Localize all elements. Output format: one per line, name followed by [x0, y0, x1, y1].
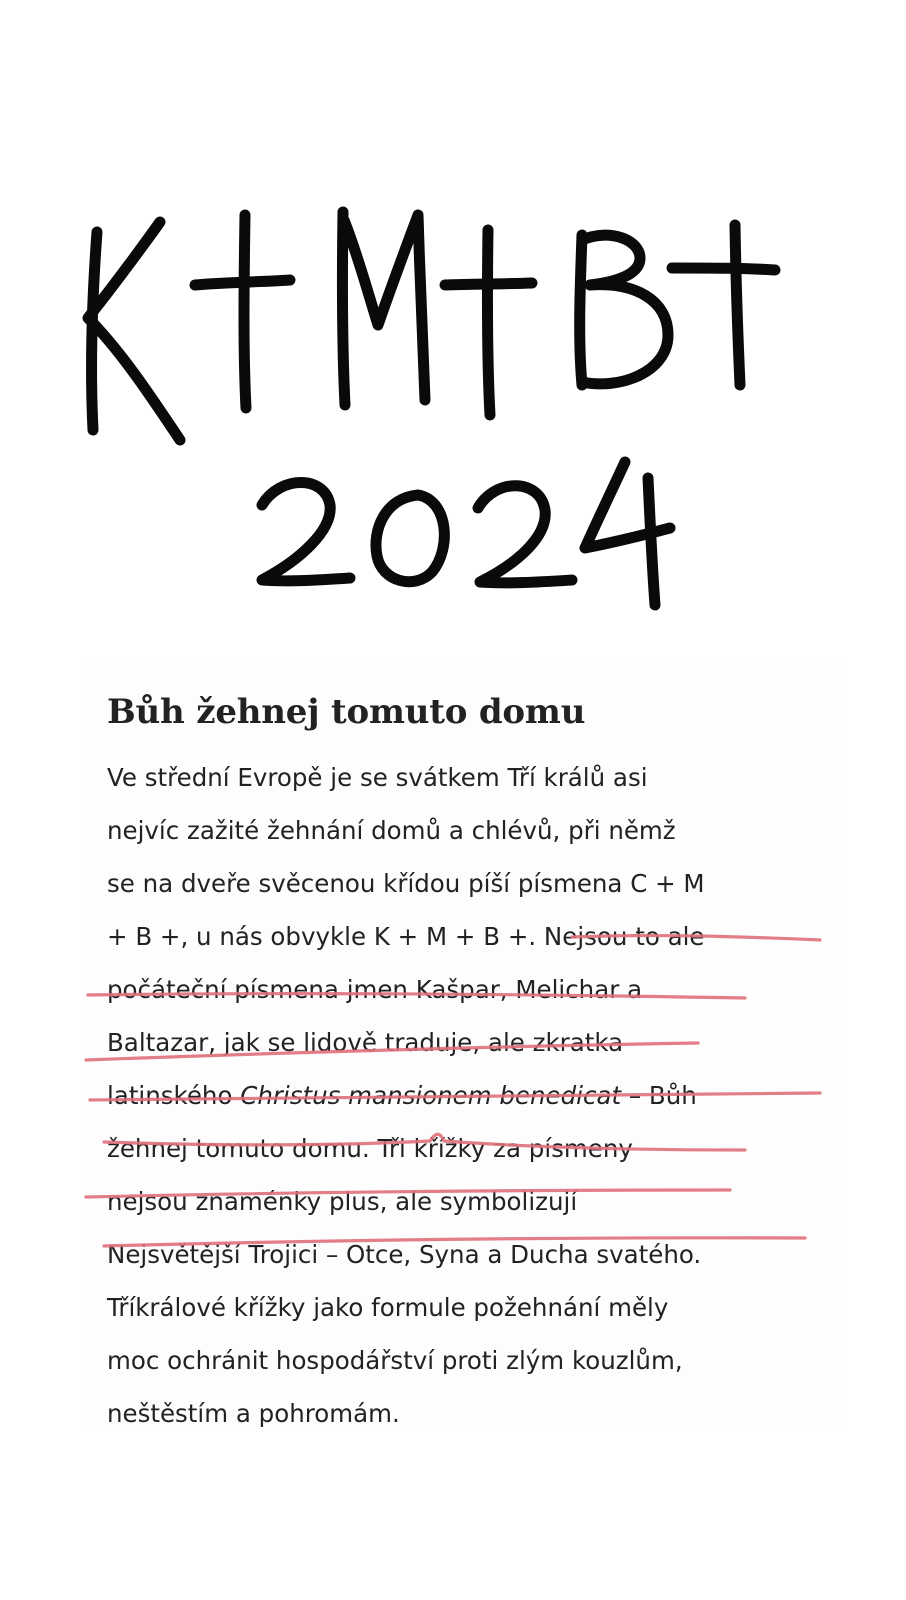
- body-text: Ve střední Evropě je se svátkem Tří králů asi: [107, 763, 648, 792]
- body-line: [107, 1175, 827, 1228]
- body-line: [107, 857, 827, 910]
- body-line: [107, 1334, 827, 1387]
- body-line: [107, 1387, 827, 1440]
- body-line: [107, 1228, 827, 1281]
- article-title: Bůh žehnej tomuto domu: [107, 692, 586, 732]
- body-text: žehnej tomuto domu. Tři křížky za písmeny: [107, 1134, 633, 1163]
- latin-phrase: Christus mansionem benedicat: [240, 1081, 622, 1110]
- body-text: neštěstím a pohromám.: [107, 1399, 400, 1428]
- body-text: Tříkrálové křížky jako formule požehnání měly: [107, 1293, 669, 1322]
- chalk-inscription: [0, 0, 906, 640]
- body-line: [107, 1069, 827, 1122]
- body-text: Nejsvětější Trojici – Otce, Syna a Ducha svatého.: [107, 1240, 702, 1269]
- handwritten-blessing-k-m-b: [88, 212, 775, 440]
- body-text: se na dveře svěcenou křídou píší písmena C + M: [107, 869, 705, 898]
- body-text: + B +, u nás obvykle K + M + B +. Nejsou to ale: [107, 922, 705, 951]
- body-text: nejsou znaménky plus, ale symbolizují: [107, 1187, 578, 1216]
- body-text: moc ochránit hospodářství proti zlým kouzlům,: [107, 1346, 683, 1375]
- body-text: – Bůh: [621, 1081, 697, 1110]
- body-line: [107, 804, 827, 857]
- body-text: latinského: [107, 1081, 241, 1110]
- body-line: [107, 910, 827, 963]
- body-line: [107, 963, 827, 1016]
- body-text: nejvíc zažité žehnání domů a chlévů, při němž: [107, 816, 676, 845]
- body-line: [107, 751, 827, 804]
- article-body: [107, 751, 827, 1440]
- body-line: [107, 1122, 827, 1175]
- body-line: [107, 1281, 827, 1334]
- handwritten-year: [262, 462, 670, 605]
- body-text: počáteční písmena jmen Kašpar, Melichar a: [107, 975, 643, 1004]
- body-text: Baltazar, jak se lidově traduje, ale zkratka: [107, 1028, 624, 1057]
- body-line: [107, 1016, 827, 1069]
- article-card: [82, 662, 842, 1432]
